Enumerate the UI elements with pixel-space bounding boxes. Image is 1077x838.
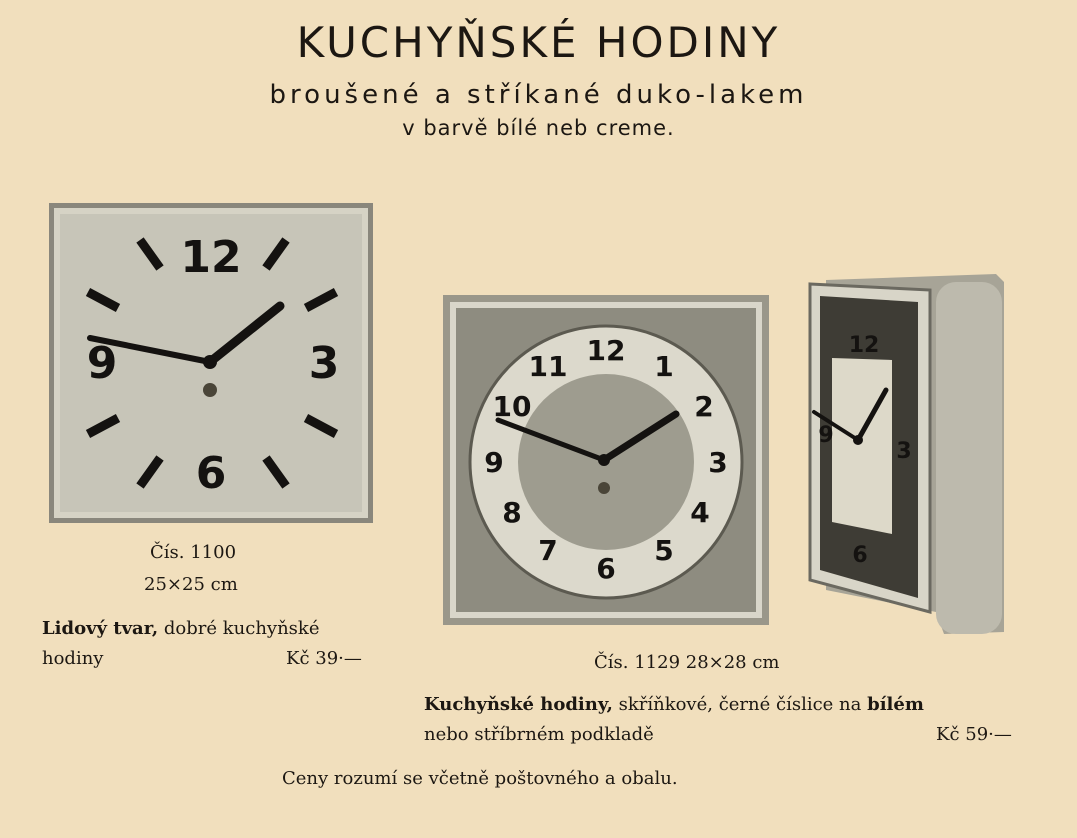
numeral-10: 10: [492, 390, 532, 423]
clock-1100-size: 25×25 cm: [144, 574, 238, 595]
numeral-6: 6: [195, 448, 227, 499]
numeral-5: 5: [654, 534, 674, 567]
clock-1100-price: Kč 39·—: [286, 648, 362, 669]
clock-1100-image: [48, 202, 374, 524]
numeral-6: 6: [596, 552, 616, 585]
clock-1100-desc-line2: hodiny: [42, 648, 104, 669]
hand-pivot: [598, 454, 610, 466]
clock-1100-desc-rest: dobré kuchyňské: [163, 618, 320, 639]
numeral-3: 3: [708, 446, 728, 479]
clock-1129-desc-mid: skříňkové, černé číslice na: [618, 694, 862, 715]
numeral-11: 11: [528, 350, 568, 383]
numeral-3: 3: [308, 338, 340, 389]
clock-1129-desc-bold: Kuchyňské hodiny,: [424, 694, 613, 715]
numeral-2: 2: [694, 390, 714, 423]
page-title: KUCHYŇSKÉ HODINY: [296, 18, 781, 67]
clock-1129-image: [442, 294, 770, 626]
numeral-7: 7: [538, 534, 558, 567]
clock-1129-catalog: Čís. 1129 28×28 cm: [594, 652, 780, 673]
numeral-9: 9: [484, 446, 504, 479]
winding-hole: [203, 383, 217, 397]
clock-1129-description: [424, 694, 1034, 715]
numeral-3: 3: [896, 439, 912, 464]
clock-case-side: [936, 282, 1002, 634]
clock-1129-price: Kč 59·—: [936, 724, 1012, 745]
numeral-12: 12: [180, 232, 242, 283]
clock-1129-desc-line2: nebo stříbrném podkladě: [424, 724, 654, 745]
clock-1100-catalog: Čís. 1100: [150, 542, 237, 563]
clock-1100-description: [42, 618, 382, 639]
numeral-12: 12: [848, 333, 880, 358]
clock-1129-side-image: [806, 272, 1008, 638]
numeral-4: 4: [690, 496, 710, 529]
clock-dial-window: [832, 358, 892, 534]
numeral-12: 12: [586, 334, 626, 367]
hand-pivot: [853, 435, 863, 445]
page-subtitle-color: v barvě bílé neb creme.: [402, 116, 675, 140]
footer-note: Ceny rozumí se včetně poštovného a obalu.: [282, 768, 678, 789]
hand-pivot: [203, 355, 217, 369]
numeral-9: 9: [818, 423, 834, 448]
numeral-8: 8: [502, 496, 522, 529]
winding-hole: [598, 482, 610, 494]
numeral-1: 1: [654, 350, 674, 383]
numeral-6: 6: [852, 543, 868, 568]
clock-1129-desc-bold2: bílém: [867, 694, 924, 715]
clock-1100-desc-bold: Lidový tvar,: [42, 618, 159, 639]
page-subtitle: broušené a stříkané duko-lakem: [269, 80, 808, 110]
numeral-9: 9: [86, 338, 118, 389]
